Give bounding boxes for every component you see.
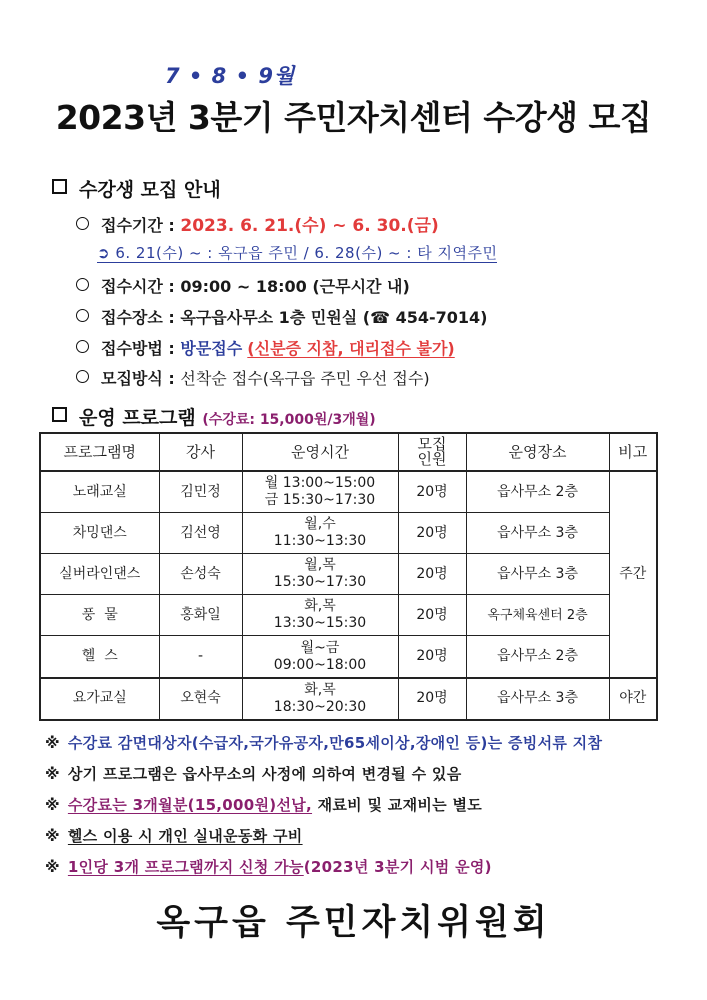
square-bullet-icon: [52, 407, 67, 422]
cell-teacher: 김민정: [159, 471, 242, 513]
header-program: 프로그램명: [40, 433, 159, 471]
method-value: 방문접수: [180, 339, 243, 358]
time-hours: 09:00~18:00: [273, 656, 367, 673]
cell-count: 20명: [398, 513, 466, 554]
note-1: [45, 732, 602, 753]
period-value: 2023. 6. 21.(수) ~ 6. 30.(금): [180, 216, 439, 236]
header-time: 운영시간: [242, 433, 398, 471]
time-hours: 금 15:30~17:30: [264, 492, 376, 509]
cell-place: 옥구체육센터 2층: [466, 595, 609, 636]
cell-teacher: 손성숙: [159, 554, 242, 595]
period-line: [76, 211, 439, 236]
time-day: 월 13:00~15:00: [264, 475, 376, 492]
table-row: [40, 595, 657, 636]
time-hours: 15:30~17:30: [273, 574, 367, 591]
time-hours: 13:30~15:30: [273, 615, 367, 632]
way-value: 선착순 접수(옥구읍 주민 우선 접수): [180, 369, 430, 388]
cell-program: 요가교실: [40, 678, 159, 720]
header-note: 비고: [609, 433, 657, 471]
place-line: [76, 305, 487, 328]
method-line: [76, 336, 455, 359]
page-title: 2023년 3분기 주민자치센터 수강생 모집: [55, 98, 652, 137]
note-4: [45, 825, 303, 846]
note-mark: ※: [45, 734, 60, 752]
note-2: [45, 763, 462, 784]
cell-time: [242, 636, 398, 678]
footer-organization: 옥구읍 주민자치위원회: [156, 903, 551, 943]
cell-program: 실버라인댄스: [40, 554, 159, 595]
table-row: [40, 636, 657, 678]
time-day: 월,수: [304, 516, 336, 533]
header-count: 모집 인원: [398, 433, 466, 471]
program-table: [39, 432, 658, 721]
cell-note-day: 주간: [609, 471, 657, 678]
time-line: [76, 274, 410, 297]
circle-bullet-icon: [76, 309, 89, 322]
note-5-emphasis: 1인당 3개 프로그램까지 신청 가능: [67, 858, 304, 876]
section-program-heading: [52, 403, 376, 430]
cell-teacher: 홍화일: [159, 595, 242, 636]
cell-count: 20명: [398, 554, 466, 595]
period-sub-line: [97, 242, 497, 263]
time-label: 접수시간 :: [101, 277, 181, 296]
cell-time: [242, 471, 398, 513]
cell-place: 읍사무소 2층: [466, 471, 609, 513]
table-row: [40, 554, 657, 595]
cell-count: 20명: [398, 595, 466, 636]
cell-program: 차밍댄스: [40, 513, 159, 554]
time-day: 화,목: [304, 598, 336, 615]
table-row: [40, 678, 657, 720]
cell-teacher: -: [159, 636, 242, 678]
cell-teacher: 김선영: [159, 513, 242, 554]
cell-program: 노래교실: [40, 471, 159, 513]
cell-place: 읍사무소 3층: [466, 554, 609, 595]
time-day: 월~금: [300, 639, 340, 656]
place-value: 옥구읍사무소 1층 민원실 (☎ 454-7014): [180, 308, 488, 327]
cell-place: 읍사무소 3층: [466, 678, 609, 720]
note-4-text: 헬스 이용 시 개인 실내운동화 구비: [67, 827, 303, 845]
way-line: [76, 366, 430, 389]
cell-place: 읍사무소 2층: [466, 636, 609, 678]
note-mark: ※: [45, 827, 60, 845]
time-hours: 18:30~20:30: [273, 698, 367, 715]
cell-time: [242, 595, 398, 636]
cell-count: 20명: [398, 636, 466, 678]
note-mark: ※: [45, 765, 60, 783]
cell-program: 헬 스: [40, 636, 159, 678]
months-label: 7 • 8 • 9월: [165, 64, 296, 88]
note-3: [45, 794, 482, 815]
note-2-text: 상기 프로그램은 읍사무소의 사정에 의하여 변경될 수 있음: [67, 765, 462, 783]
place-label: 접수장소 :: [101, 308, 181, 327]
time-hours: 11:30~13:30: [273, 533, 367, 550]
cell-time: [242, 678, 398, 720]
fee-label: (수강료: 15,000원/3개월): [202, 412, 376, 428]
cell-teacher: 오현숙: [159, 678, 242, 720]
square-bullet-icon: [52, 179, 67, 194]
cell-time: [242, 554, 398, 595]
table-row: [40, 513, 657, 554]
table-row: [40, 471, 657, 513]
cell-count: 20명: [398, 678, 466, 720]
circle-bullet-icon: [76, 340, 89, 353]
table-header-row: [40, 433, 657, 471]
time-day: 월,목: [304, 557, 336, 574]
time-day: 화,목: [304, 681, 336, 698]
circle-bullet-icon: [76, 278, 89, 291]
period-sub: ➲ 6. 21(수) ~ : 옥구읍 주민 / 6. 28(수) ~ : 타 지역주민: [97, 244, 498, 262]
section-program-title: 운영 프로그램: [79, 407, 196, 429]
note-5-text: (2023년 3분기 시범 운영): [303, 858, 492, 876]
time-value: 09:00 ~ 18:00 (근무시간 내): [180, 277, 410, 296]
section-recruit-title: 수강생 모집 안내: [79, 179, 221, 201]
circle-bullet-icon: [76, 217, 89, 230]
note-5: [45, 856, 492, 877]
method-note: (신분증 지참, 대리접수 불가): [247, 339, 455, 358]
way-label: 모집방식 :: [101, 369, 181, 388]
header-place: 운영장소: [466, 433, 609, 471]
note-mark: ※: [45, 796, 60, 814]
cell-note-night: 야간: [609, 678, 657, 720]
note-3-text: 재료비 및 교재비는 별도: [312, 796, 483, 814]
cell-time: [242, 513, 398, 554]
period-label: 접수기간 :: [101, 216, 181, 235]
cell-program: 풍 물: [40, 595, 159, 636]
cell-place: 읍사무소 3층: [466, 513, 609, 554]
circle-bullet-icon: [76, 370, 89, 383]
note-1-text: 수강료 감면대상자(수급자,국가유공자,만65세이상,장애인 등)는 증빙서류 지참: [67, 734, 603, 752]
section-recruit-heading: [52, 175, 221, 202]
header-teacher: 강사: [159, 433, 242, 471]
cell-count: 20명: [398, 471, 466, 513]
note-3-emphasis: 수강료는 3개월분(15,000원)선납,: [67, 796, 313, 814]
note-mark: ※: [45, 858, 60, 876]
method-label: 접수방법 :: [101, 339, 181, 358]
